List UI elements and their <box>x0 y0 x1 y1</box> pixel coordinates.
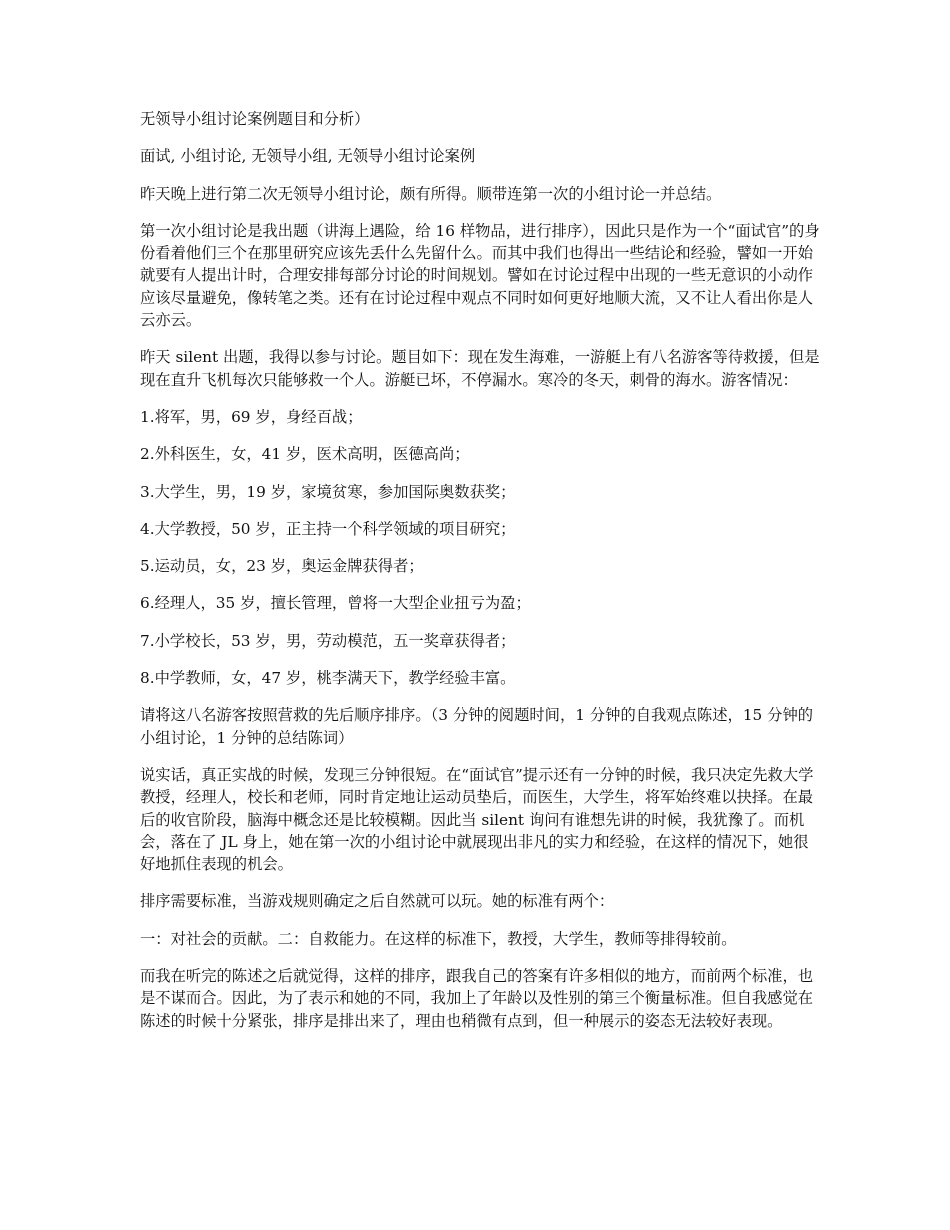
paragraph-standard: 排序需要标准，当游戏规则确定之后自然就可以玩。她的标准有两个： <box>140 892 615 911</box>
passenger-item: 7.小学校长，53 岁，男，劳动模范，五一奖章获得者； <box>140 631 516 650</box>
passenger-item: 6.经理人，35 岁，擅长管理，曾将一大型企业扭亏为盈； <box>140 594 531 613</box>
paragraph-reflection: 而我在听完的陈述之后就觉得，这样的排序，跟我自己的答案有许多相似的地方，而前两个标准，也是不谋而合。因此，为了表示和她的不同，我加上了年龄以及性别的第三个衡量标准。但自我感觉在陈述的时候十分紧张，排序是排出来了，理由也稍微有点到，但一种展示的姿态无法较好表现。 <box>140 967 814 1030</box>
paragraph-experience: 说实话，真正实战的时候，发现三分钟很短。在“面试官”提示还有一分钟的时候，我只决定先救大学教授，经理人，校长和老师，同时肯定地让运动员垫后，而医生，大学生，将军始终难以抉择。在最后的收官阶段，脑海中概念还是比较模糊。因此当 silent 询问有谁想先讲的时候，我犹豫了。而机会，落在了 JL 身上，她在第一次的小组讨论中就展现出非凡的实力和经验，在这样的情况下，她很好地抓住表现的机会。 <box>140 765 814 874</box>
passenger-item: 2.外科医生，女，41 岁，医术高明，医德高尚； <box>140 445 470 464</box>
paragraph-instruction: 请将这八名游客按照营救的先后顺序排序。（3 分钟的阅题时间，1 分钟的自我观点陈述，15 分钟的小组讨论，1 分钟的总结陈词） <box>140 706 814 747</box>
document-body <box>140 108 820 1047</box>
passenger-item: 4.大学教授，50 岁，正主持一个科学领域的项目研究； <box>140 519 516 538</box>
passenger-item: 1.将军，男，69 岁，身经百战； <box>140 407 363 426</box>
paragraph-first-discussion: 第一次小组讨论是我出题（讲海上遇险，给 16 样物品，进行排序），因此只是作为一个“面试官”的身份看着他们三个在那里研究应该先丢什么先留什么。而其中我们也得出一些结论和经验，譬如一开始就要有人提出计时，合理安排每部分讨论的时间规划。譬如在讨论过程中出现的一些无意识的小动作应该尽量避免，像转笔之类。还有在讨论过程中观点不同时如何更好地顺大流，又不让人看出你是人云亦云。 <box>140 221 820 330</box>
paragraph-question: 昨天 silent 出题，我得以参与讨论。题目如下：现在发生海难，一游艇上有八名游客等待救援，但是现在直升飞机每次只能够救一个人。游艇已坏，不停漏水。寒冷的冬天，刺骨的海水。游客情况： <box>140 348 820 389</box>
passenger-item: 3.大学生，男，19 岁，家境贫寒，参加国际奥数获奖； <box>140 482 516 501</box>
document-tags: 面试, 小组讨论, 无领导小组, 无领导小组讨论案例 <box>140 147 476 166</box>
document-title: 无领导小组讨论案例题目和分析） <box>140 110 370 128</box>
passenger-item: 8.中学教师，女，47 岁，桃李满天下，教学经验丰富。 <box>140 669 516 688</box>
paragraph-criteria: 一：对社会的贡献。二：自救能力。在这样的标准下，教授，大学生，教师等排得较前。 <box>140 929 737 948</box>
passenger-item: 5.运动员，女，23 岁，奥运金牌获得者； <box>140 557 424 576</box>
paragraph-intro: 昨天晚上进行第二次无领导小组讨论，颇有所得。顺带连第一次的小组讨论一并总结。 <box>140 184 722 203</box>
